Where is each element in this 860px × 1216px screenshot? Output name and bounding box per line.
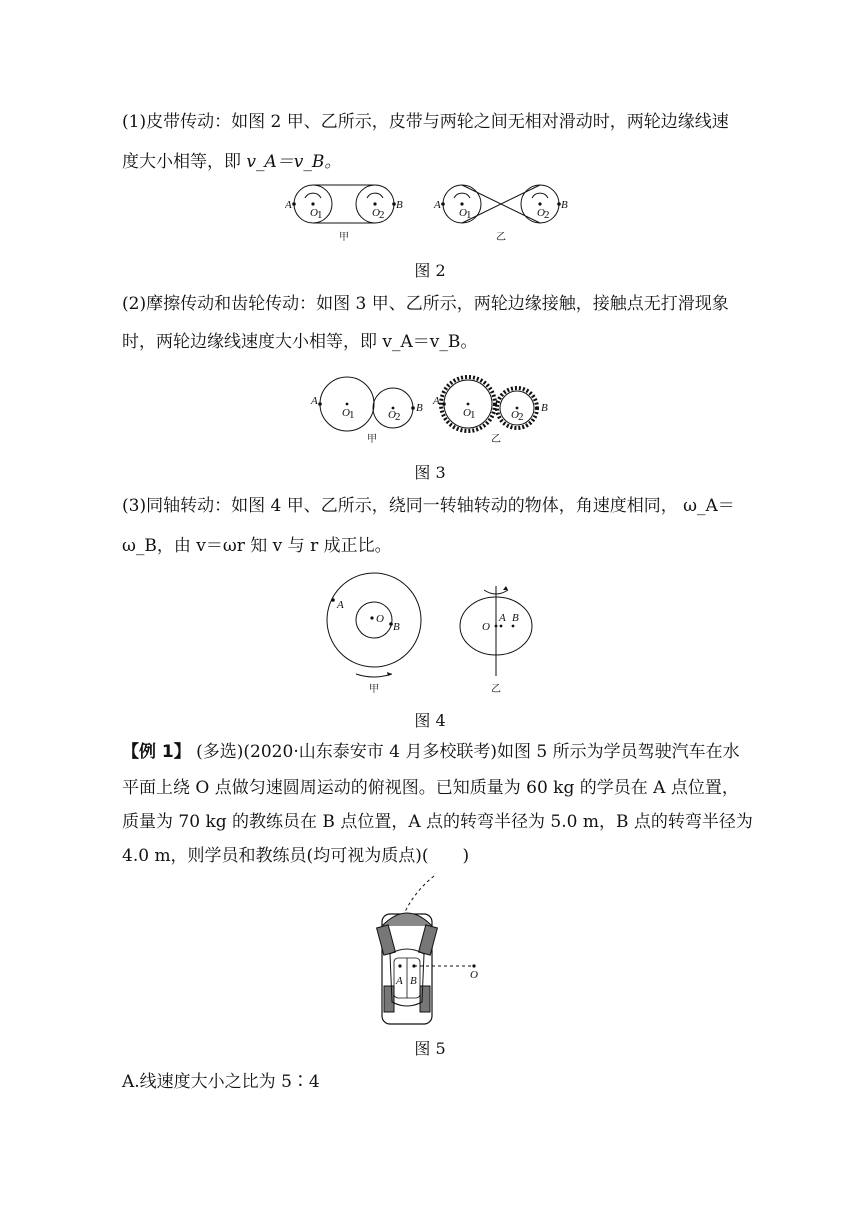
svg-text:B: B (410, 975, 417, 987)
svg-text:1: 1 (317, 209, 323, 221)
svg-text:B: B (416, 402, 423, 414)
para3-line1: (3)同轴转动：如图 4 甲、乙所示，绕同一转轴转动的物体，角速度相同， ω_A＝ (122, 496, 735, 516)
figure-5-caption: 图 5 (414, 1039, 446, 1058)
svg-text:A: A (499, 612, 506, 624)
fig3-jia: 甲 (367, 434, 377, 445)
svg-text:B: B (541, 402, 548, 414)
svg-text:2: 2 (379, 209, 385, 221)
figure-2-caption: 图 2 (414, 261, 446, 280)
svg-text:O: O (537, 207, 545, 219)
figure-3-friction-gear-drive (305, 368, 565, 450)
example-line2: 平面上绕 O 点做匀速圆周运动的俯视图。已知质量为 60 kg 的学员在 A 点位置， (122, 778, 739, 798)
svg-text:B: B (512, 612, 519, 624)
svg-text:2: 2 (395, 411, 401, 423)
fig2-jia: 甲 (339, 232, 349, 243)
svg-text:O: O (376, 613, 384, 625)
svg-text:O: O (511, 409, 519, 421)
svg-text:O: O (372, 207, 380, 219)
svg-text:O: O (459, 207, 467, 219)
svg-text:O: O (388, 409, 396, 421)
svg-text:1: 1 (466, 209, 472, 221)
example-line3: 质量为 70 kg 的教练员在 B 点位置，A 点的转弯半径为 5.0 m，B 点的转弯半径为 (122, 812, 753, 832)
para1-line2-text: 度大小相等，即 (122, 152, 247, 172)
svg-text:O: O (482, 621, 490, 633)
para1-line2 (122, 146, 742, 179)
svg-text:A: A (337, 599, 344, 611)
svg-text:B: B (561, 199, 568, 211)
svg-text:A: A (396, 975, 403, 987)
svg-text:1: 1 (470, 409, 476, 421)
fig3-yi: 乙 (491, 434, 501, 445)
figure-4-caption: 图 4 (414, 711, 446, 730)
figure-3-caption: 图 3 (414, 463, 446, 482)
para2-line1: (2)摩擦传动和齿轮传动：如图 3 甲、乙所示，两轮边缘接触，接触点无打滑现象 (122, 294, 729, 314)
para1-line1: (1)皮带传动：如图 2 甲、乙所示，皮带与两轮之间无相对滑动时，两轮边缘线速 (122, 112, 729, 132)
fig4-yi: 乙 (491, 684, 501, 695)
svg-text:O: O (310, 207, 318, 219)
svg-text:O: O (470, 969, 478, 981)
example-tag: 【例 1】 (122, 742, 191, 762)
figure-2-belt-drive (285, 182, 585, 244)
para2-line2: 时，两轮边缘线速度大小相等，即 v_A＝v_B。 (122, 332, 478, 352)
example-line4: 4.0 m，则学员和教练员(均可视为质点)( ) (122, 846, 470, 866)
svg-text:2: 2 (544, 209, 550, 221)
para3-line2: ω_B，由 v＝ωr 知 v 与 r 成正比。 (122, 536, 392, 556)
svg-text:A: A (433, 395, 440, 407)
option-a: A.线速度大小之比为 5∶4 (122, 1072, 320, 1092)
figure-5-car-top-view (370, 874, 510, 1030)
figure-4-coaxial-rotation (318, 568, 558, 700)
svg-text:1: 1 (349, 409, 355, 421)
svg-text:O: O (342, 407, 350, 419)
svg-text:A: A (311, 395, 318, 407)
example-line1 (122, 736, 742, 769)
svg-text:O: O (463, 407, 471, 419)
svg-text:B: B (393, 621, 400, 633)
example-line1-text: (多选)(2020·山东泰安市 4 月多校联考)如图 5 所示为学员驾驶汽车在水 (190, 742, 740, 762)
fig4-jia: 甲 (369, 684, 379, 695)
para1-equation: v_A＝v_B。 (246, 152, 342, 172)
fig2-label-b: B (396, 199, 403, 211)
svg-text:A: A (434, 199, 441, 211)
fig2-yi: 乙 (496, 232, 506, 243)
fig2-label-a: A (285, 199, 292, 211)
svg-text:2: 2 (518, 411, 524, 423)
